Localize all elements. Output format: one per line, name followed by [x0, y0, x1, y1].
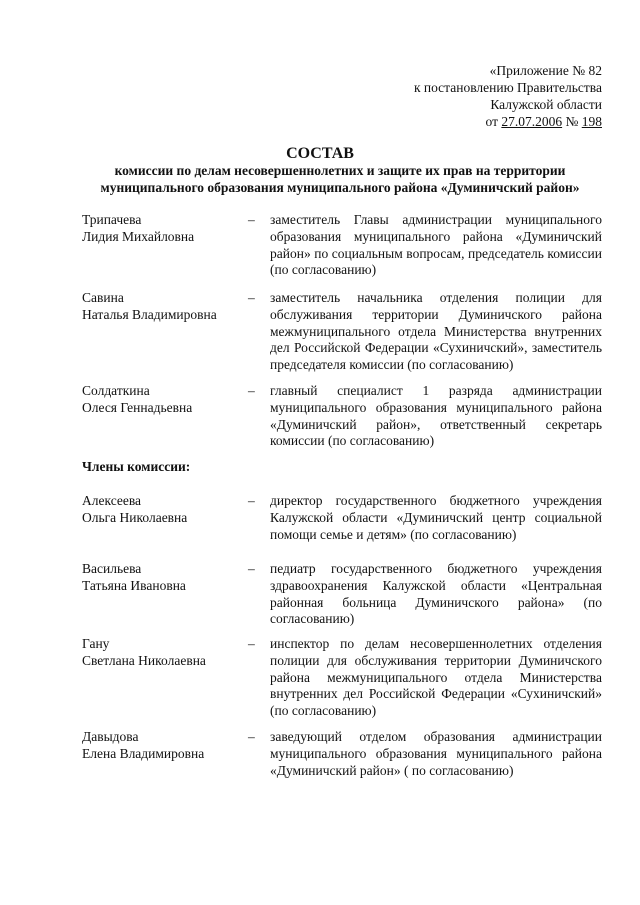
document-subtitle [60, 162, 620, 196]
appendix-line-3: Калужской области [490, 97, 602, 112]
person-name [82, 383, 247, 417]
person-surname: Давыдова [82, 729, 139, 744]
person-name [82, 212, 247, 246]
person-role: директор государственного бюджетного учреждения Калужской области «Думиничский центр социальной помощи семье и детям» (по согласованию) [270, 493, 602, 542]
person-role: заместитель начальника отделения полиции для обслуживания территории Думиничского района межмуниципального отдела Министерства внутренних дел Российской Федерации «Сухиничский», заместитель председателя комиссии (по согласованию) [270, 290, 602, 373]
appendix-line-4 [414, 113, 602, 130]
appendix-line-1: «Приложение № 82 [489, 63, 602, 78]
appendix-date: 27.07.2006 [501, 114, 563, 129]
document-title: СОСТАВ [286, 145, 354, 162]
person-name [82, 290, 247, 324]
subtitle-line-1: комиссии по делам несовершеннолетних и защите их прав на территории [114, 163, 566, 178]
dash-separator: – [248, 636, 255, 651]
person-given-name: Ольга Николаевна [82, 509, 188, 525]
dash-separator: – [248, 290, 255, 305]
person-given-name: Олеся Геннадьевна [82, 399, 193, 415]
dash-separator: – [248, 561, 255, 576]
appendix-date-prefix: от [485, 114, 498, 129]
person-surname: Трипачева [82, 212, 142, 227]
dash-separator: – [248, 212, 255, 227]
appendix-number-sign: № [565, 114, 579, 129]
person-surname: Алексеева [82, 493, 142, 508]
person-role: главный специалист 1 разряда администрации муниципального образования муниципального района «Думиничский район», ответственный секретарь комиссии (по согласованию) [270, 383, 602, 449]
person-name [82, 493, 247, 527]
appendix-line-2: к постановлению Правительства [413, 80, 602, 95]
dash-separator: – [248, 493, 255, 508]
person-given-name: Наталья Владимировна [82, 306, 217, 322]
person-given-name: Елена Владимировна [82, 745, 205, 761]
person-surname: Васильева [82, 561, 142, 576]
person-name [82, 561, 247, 595]
person-surname: Солдаткина [82, 383, 150, 398]
person-role: инспектор по делам несовершеннолетних отделения полиции для обслуживания территории Думиничского района межмуниципального отдела Министерства внутренних дел Российской Федерации «Сухиничский» (по согласованию) [270, 636, 602, 719]
person-role: заведующий отделом образования администрации муниципального образования муниципального района «Думиничский район» ( по согласованию) [270, 729, 602, 778]
person-name [82, 636, 247, 670]
person-surname: Савина [82, 290, 124, 305]
appendix-header [414, 62, 602, 130]
dash-separator: – [248, 729, 255, 744]
person-role: педиатр государственного бюджетного учреждения здравоохранения Калужской области «Центральная районная больница Думиничского района» (по согласованию) [270, 561, 602, 627]
appendix-number: 198 [581, 114, 602, 129]
person-role: заместитель Главы администрации муниципального образования муниципального района «Думиничский район» по социальным вопросам, председатель комиссии (по согласованию) [270, 212, 602, 278]
dash-separator: – [248, 383, 255, 398]
person-given-name: Лидия Михайловна [82, 228, 195, 244]
members-heading: Члены комиссии: [82, 459, 191, 474]
person-name [82, 729, 247, 763]
subtitle-line-2: муниципального образования муниципального района «Думиничский район» [100, 180, 580, 195]
person-given-name: Светлана Николаевна [82, 652, 206, 668]
person-surname: Гану [82, 636, 110, 651]
person-given-name: Татьяна Ивановна [82, 577, 186, 593]
